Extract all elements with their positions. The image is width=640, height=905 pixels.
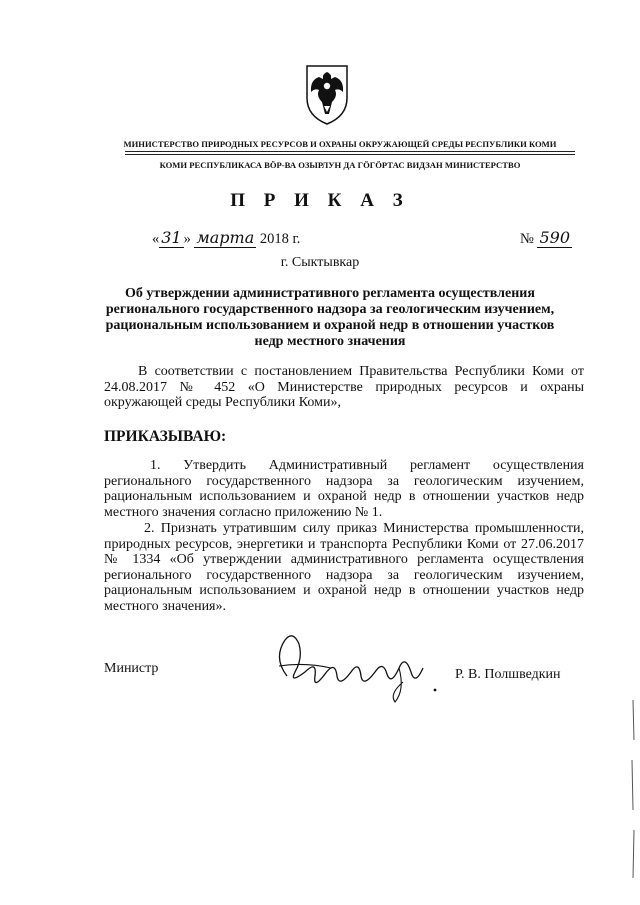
signer-name: Р. В. Полшведкин (455, 667, 561, 682)
header-divider-bottom (125, 154, 575, 155)
scan-edge-mark (628, 700, 638, 880)
document-number (520, 228, 572, 248)
order-item-1: 1. Утвердить Административный регламент осуществления регионального государственного надзора за геологическим изучением, рациональным использованием и охраной недр в отношении участков недр местного значения согласно приложению № 1. (104, 458, 584, 520)
number-value: 590 (539, 228, 571, 247)
header-divider-top (125, 151, 575, 152)
ministry-name-komi: КОМИ РЕСПУБЛИКАСА ВӦР-ВА ОЗЫРЛУН ДА ГӦГӦРТАС ВИДЗАН МИНИСТЕРСТВО (159, 160, 521, 170)
ministry-name-russian: МИНИСТЕРСТВО ПРИРОДНЫХ РЕСУРСОВ И ОХРАНЫ ОКРУЖАЮЩЕЙ СРЕДЫ РЕСПУБЛИКИ КОМИ (123, 139, 557, 149)
number-label: № (520, 231, 534, 247)
date-month: марта (196, 228, 255, 247)
document-date (152, 228, 300, 248)
document-title: П Р И К А З (230, 190, 410, 211)
coat-of-arms-emblem (302, 62, 352, 126)
document-subject: Об утверждении административного регламента осуществления регионального государственного надзора за геологическим изучением, рациональным использованием и охраной недр в отношении участков недр местного значения (105, 286, 555, 349)
city-line: г. Сыктывкар (280, 255, 360, 270)
order-heading: ПРИКАЗЫВАЮ: (104, 428, 227, 445)
minister-label: Министр (104, 661, 159, 676)
handwritten-signature (265, 628, 450, 706)
date-year: 2018 г. (259, 231, 301, 247)
order-item-2: 2. Признать утратившим силу приказ Министерства промышленности, природных ресурсов, энергетики и транспорта Республики Коми от 27.06.2017 № 1334 «Об утверждении административного регламента осуществления регионального государственного надзора за геологическим изучением, рациональным использованием и охраной недр в отношении участков недр местного значения». (104, 521, 584, 614)
date-day: 31 (161, 228, 182, 247)
preamble-paragraph: В соответствии с постановлением Правительства Республики Коми от 24.08.2017 № 452 «О Министерстве природных ресурсов и охраны окружающей среды Республики Коми», (104, 364, 584, 411)
date-open-quote: « (152, 231, 160, 247)
date-close-quote: » (183, 231, 191, 247)
